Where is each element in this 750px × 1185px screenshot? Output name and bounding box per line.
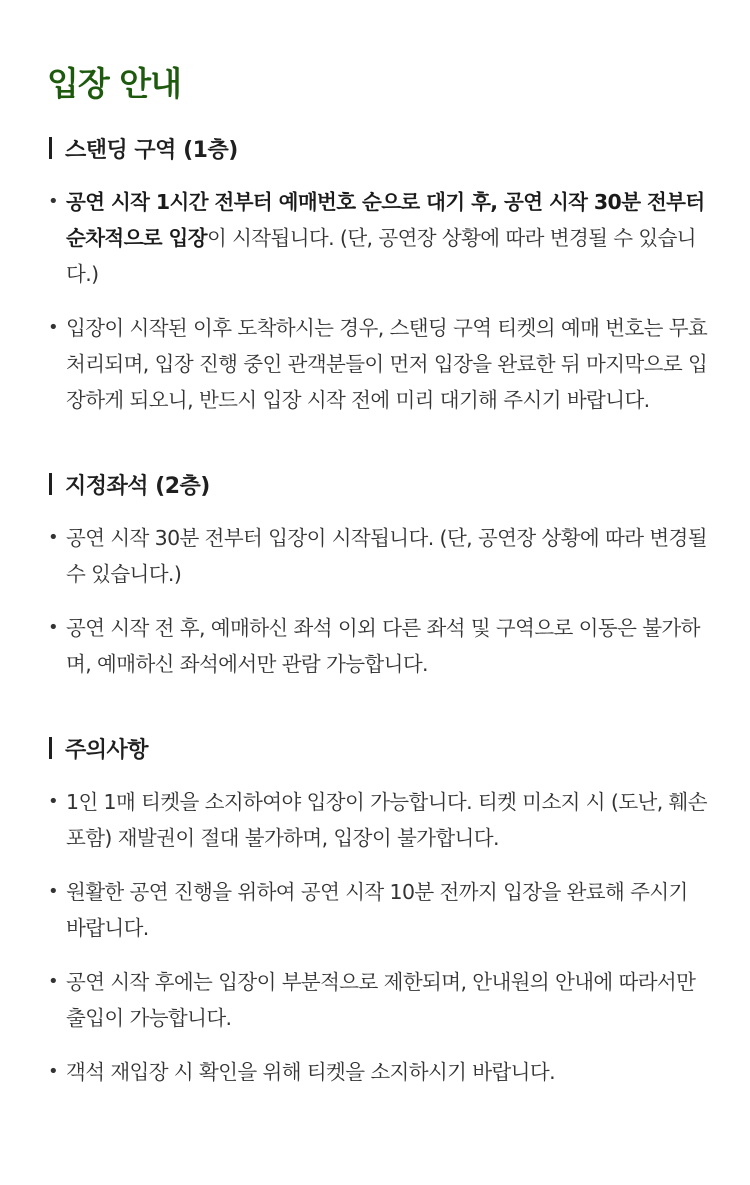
- section-heading: [47, 130, 710, 166]
- bullet-icon: •: [48, 617, 59, 638]
- section-reserved-seats: [47, 466, 710, 682]
- section-bar-icon: [49, 137, 52, 159]
- list-item: [47, 964, 710, 1036]
- item-text: 이 시작됩니다. (단, 공연장 상황에 따라 변경될 수 있습니다.): [66, 226, 696, 286]
- item-text: 공연 시작 후에는 입장이 부분적으로 제한되며, 안내원의 안내에 따라서만 출입이 가능합니다.: [66, 970, 696, 1030]
- item-text: 공연 시작 전 후, 예매하신 좌석 이외 다른 좌석 및 구역으로 이동은 불가하며, 예매하신 좌석에서만 관람 가능합니다.: [66, 616, 700, 676]
- bullet-icon: •: [48, 1061, 59, 1082]
- list-item: [47, 1054, 710, 1090]
- bullet-icon: •: [48, 791, 59, 812]
- bullet-icon: •: [48, 527, 59, 548]
- bullet-icon: •: [48, 191, 59, 212]
- bullet-icon: •: [48, 881, 59, 902]
- emphasis-text: 공연 시작 1시간 전부터 예매번호 순으로 대기 후, 공연 시작 30분 전부터 순차적으로 입장: [66, 190, 705, 250]
- section-heading-text: 주의사항: [65, 737, 149, 763]
- page-title: 입장 안내: [47, 64, 182, 103]
- section-heading: [47, 730, 710, 766]
- item-text: 1인 1매 티켓을 소지하여야 입장이 가능합니다. 티켓 미소지 시 (도난, 훼손 포함) 재발권이 절대 불가하며, 입장이 불가합니다.: [66, 790, 707, 850]
- list-item: [47, 184, 710, 292]
- list-item: [47, 610, 710, 682]
- item-text: 객석 재입장 시 확인을 위해 티켓을 소지하시기 바랍니다.: [66, 1060, 555, 1084]
- item-text: 입장이 시작된 이후 도착하시는 경우, 스탠딩 구역 티켓의 예매 번호는 무효 처리되며, 입장 진행 중인 관객분들이 먼저 입장을 완료한 뒤 마지막으로 입장하게 되오니, 반드시 입장 시작 전에 미리 대기해 주시기 바랍니다.: [66, 316, 708, 412]
- list-item: [47, 520, 710, 592]
- bullet-icon: •: [48, 971, 59, 992]
- notice-list: [47, 184, 710, 418]
- item-text: 원활한 공연 진행을 위하여 공연 시작 10분 전까지 입장을 완료해 주시기 바랍니다.: [66, 880, 688, 940]
- bullet-icon: •: [48, 317, 59, 338]
- list-item: [47, 784, 710, 856]
- notice-list: [47, 520, 710, 682]
- section-heading-text: 스탠딩 구역 (1층): [65, 137, 238, 163]
- section-cautions: [47, 730, 710, 1090]
- section-heading-text: 지정좌석 (2층): [65, 473, 210, 499]
- list-item: [47, 310, 710, 418]
- notice-list: [47, 784, 710, 1090]
- item-text: 공연 시작 30분 전부터 입장이 시작됩니다. (단, 공연장 상황에 따라 변경될 수 있습니다.): [66, 526, 707, 586]
- section-bar-icon: [49, 737, 52, 759]
- section-heading: [47, 466, 710, 502]
- list-item: [47, 874, 710, 946]
- section-bar-icon: [49, 473, 52, 495]
- section-standing: [47, 130, 710, 418]
